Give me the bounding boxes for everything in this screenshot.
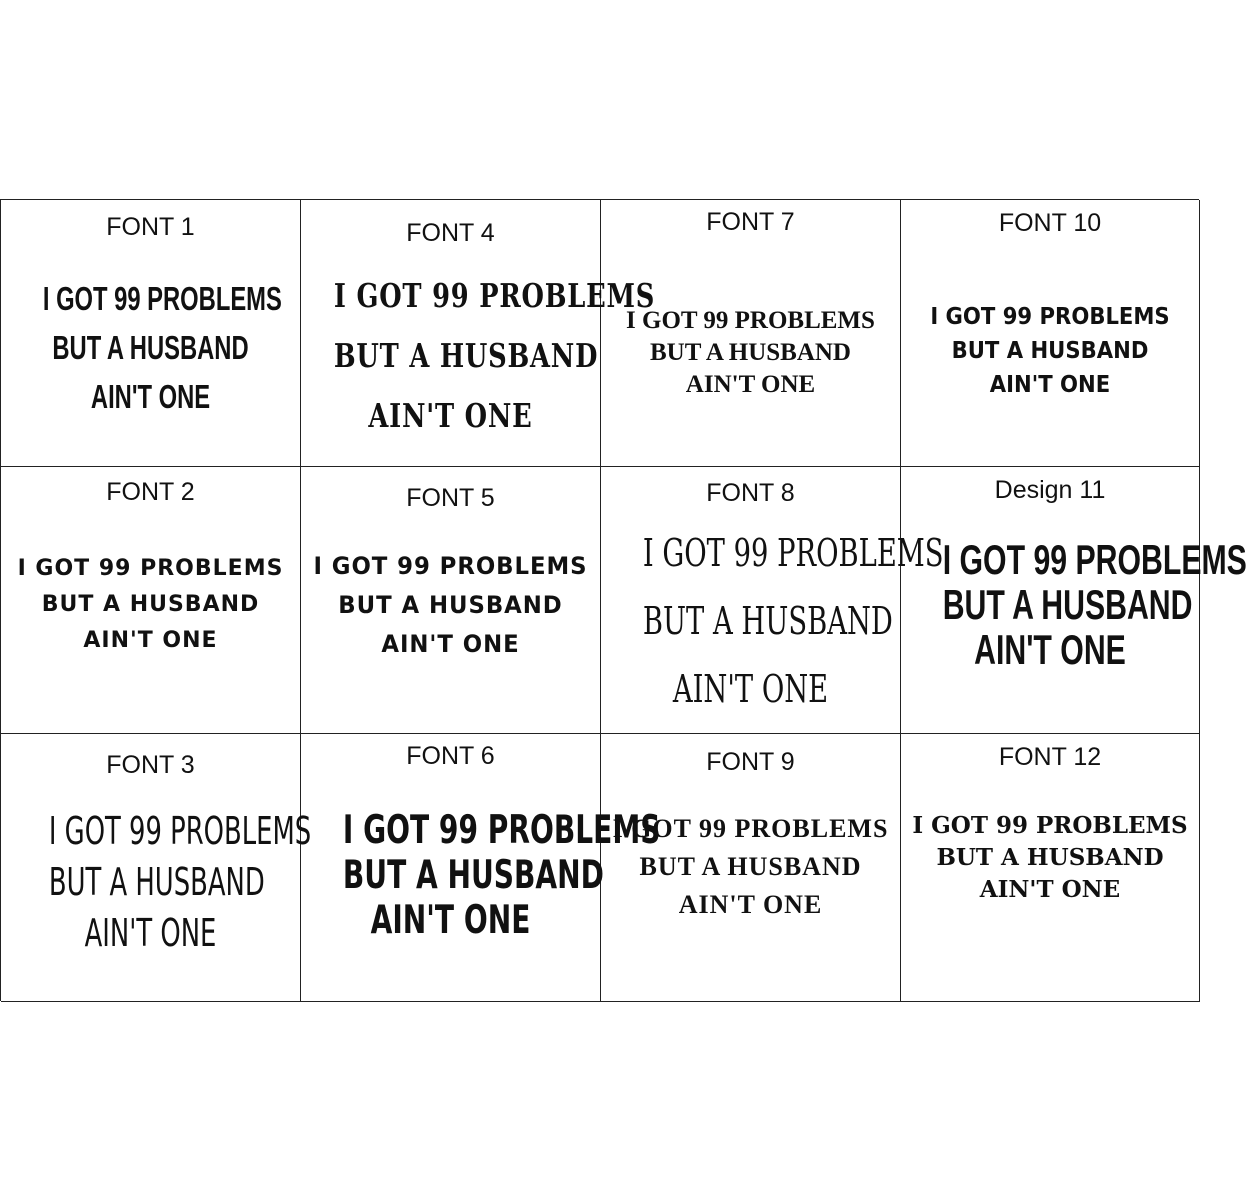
quote-line-3: AIN'T ONE	[84, 911, 217, 955]
font-sample-card	[601, 734, 901, 1002]
quote-line-1: I GOT 99 PROBLEMS	[626, 307, 875, 334]
font-sample-card	[1, 467, 301, 734]
quote-line-2: BUT A HUSBAND	[642, 599, 893, 643]
font-label: FONT 3	[106, 751, 195, 779]
font-label: FONT 12	[998, 743, 1102, 771]
font-label: FONT 8	[706, 479, 795, 507]
quote-line-3: AIN'T ONE	[685, 371, 816, 398]
quote-line-1: I GOT 99 PROBLEMS	[48, 809, 312, 853]
font-label: FONT 2	[106, 478, 195, 506]
font-sample-card	[601, 200, 901, 467]
font-label: FONT 9	[706, 748, 795, 776]
quote-text	[913, 300, 1187, 402]
quote-line-1: I GOT 99 PROBLEMS	[612, 814, 889, 843]
quote-line-2: BUT A HUSBAND	[942, 581, 1193, 628]
font-label: FONT 6	[406, 742, 495, 770]
quote-text	[901, 810, 1199, 906]
quote-line-1: I GOT 99 PROBLEMS	[313, 552, 588, 580]
quote-text	[342, 808, 661, 943]
font-sample-card	[601, 467, 944, 734]
font-label: FONT 4	[406, 219, 495, 247]
font-sample-card	[901, 467, 1247, 734]
font-sample-card	[301, 467, 601, 734]
quote-line-1: I GOT 99 PROBLEMS	[17, 556, 284, 581]
quote-text	[642, 519, 944, 723]
font-sample-card	[301, 200, 656, 467]
quote-line-1: I GOT 99 PROBLEMS	[930, 304, 1170, 330]
quote-line-3: AIN'T ONE	[989, 372, 1111, 398]
quote-text	[42, 274, 282, 421]
quote-text	[601, 305, 900, 401]
font-sample-card	[1, 734, 312, 1002]
quote-line-3: AIN'T ONE	[678, 890, 823, 919]
font-sample-grid	[0, 199, 1247, 1001]
quote-line-2: BUT A HUSBAND	[41, 592, 260, 617]
font-label: FONT 10	[998, 209, 1102, 237]
quote-line-1: I GOT 99 PROBLEMS	[912, 812, 1188, 839]
quote-line-1: I GOT 99 PROBLEMS	[342, 808, 661, 853]
quote-line-3: AIN'T ONE	[672, 667, 829, 711]
quote-line-3: AIN'T ONE	[974, 626, 1126, 673]
quote-line-3: AIN'T ONE	[370, 898, 531, 943]
font-label: FONT 1	[106, 213, 195, 241]
quote-line-2: BUT A HUSBAND	[936, 844, 1164, 871]
quote-line-1: I GOT 99 PROBLEMS	[333, 276, 656, 315]
quote-line-2: BUT A HUSBAND	[333, 336, 599, 375]
quote-text	[48, 806, 312, 959]
font-sample-card	[901, 200, 1200, 467]
quote-line-2: BUT A HUSBAND	[48, 860, 265, 904]
font-sample-card	[1, 200, 301, 467]
quote-text	[308, 547, 592, 664]
quote-line-2: BUT A HUSBAND	[342, 853, 604, 898]
quote-text	[601, 810, 900, 924]
quote-line-3: AIN'T ONE	[381, 630, 520, 658]
quote-line-2: BUT A HUSBAND	[338, 591, 563, 619]
font-label: FONT 7	[706, 208, 795, 236]
quote-line-3: AIN'T ONE	[979, 876, 1121, 903]
font-sample-card	[301, 734, 661, 1002]
quote-line-2: BUT A HUSBAND	[951, 338, 1149, 364]
font-sample-card	[901, 734, 1200, 1002]
quote-text	[942, 536, 1247, 673]
font-label: Design 11	[994, 476, 1106, 504]
quote-line-2: BUT A HUSBAND	[52, 329, 249, 366]
quote-text	[333, 266, 656, 446]
quote-line-1: I GOT 99 PROBLEMS	[642, 531, 944, 575]
quote-line-3: AIN'T ONE	[83, 628, 218, 653]
quote-line-1: I GOT 99 PROBLEMS	[942, 536, 1247, 583]
quote-line-3: AIN'T ONE	[90, 378, 211, 415]
quote-line-2: BUT A HUSBAND	[639, 852, 862, 881]
font-label: FONT 5	[406, 484, 495, 512]
quote-line-3: AIN'T ONE	[368, 396, 533, 435]
quote-line-2: BUT A HUSBAND	[650, 339, 851, 366]
quote-line-1: I GOT 99 PROBLEMS	[42, 280, 282, 317]
quote-text	[1, 551, 300, 659]
